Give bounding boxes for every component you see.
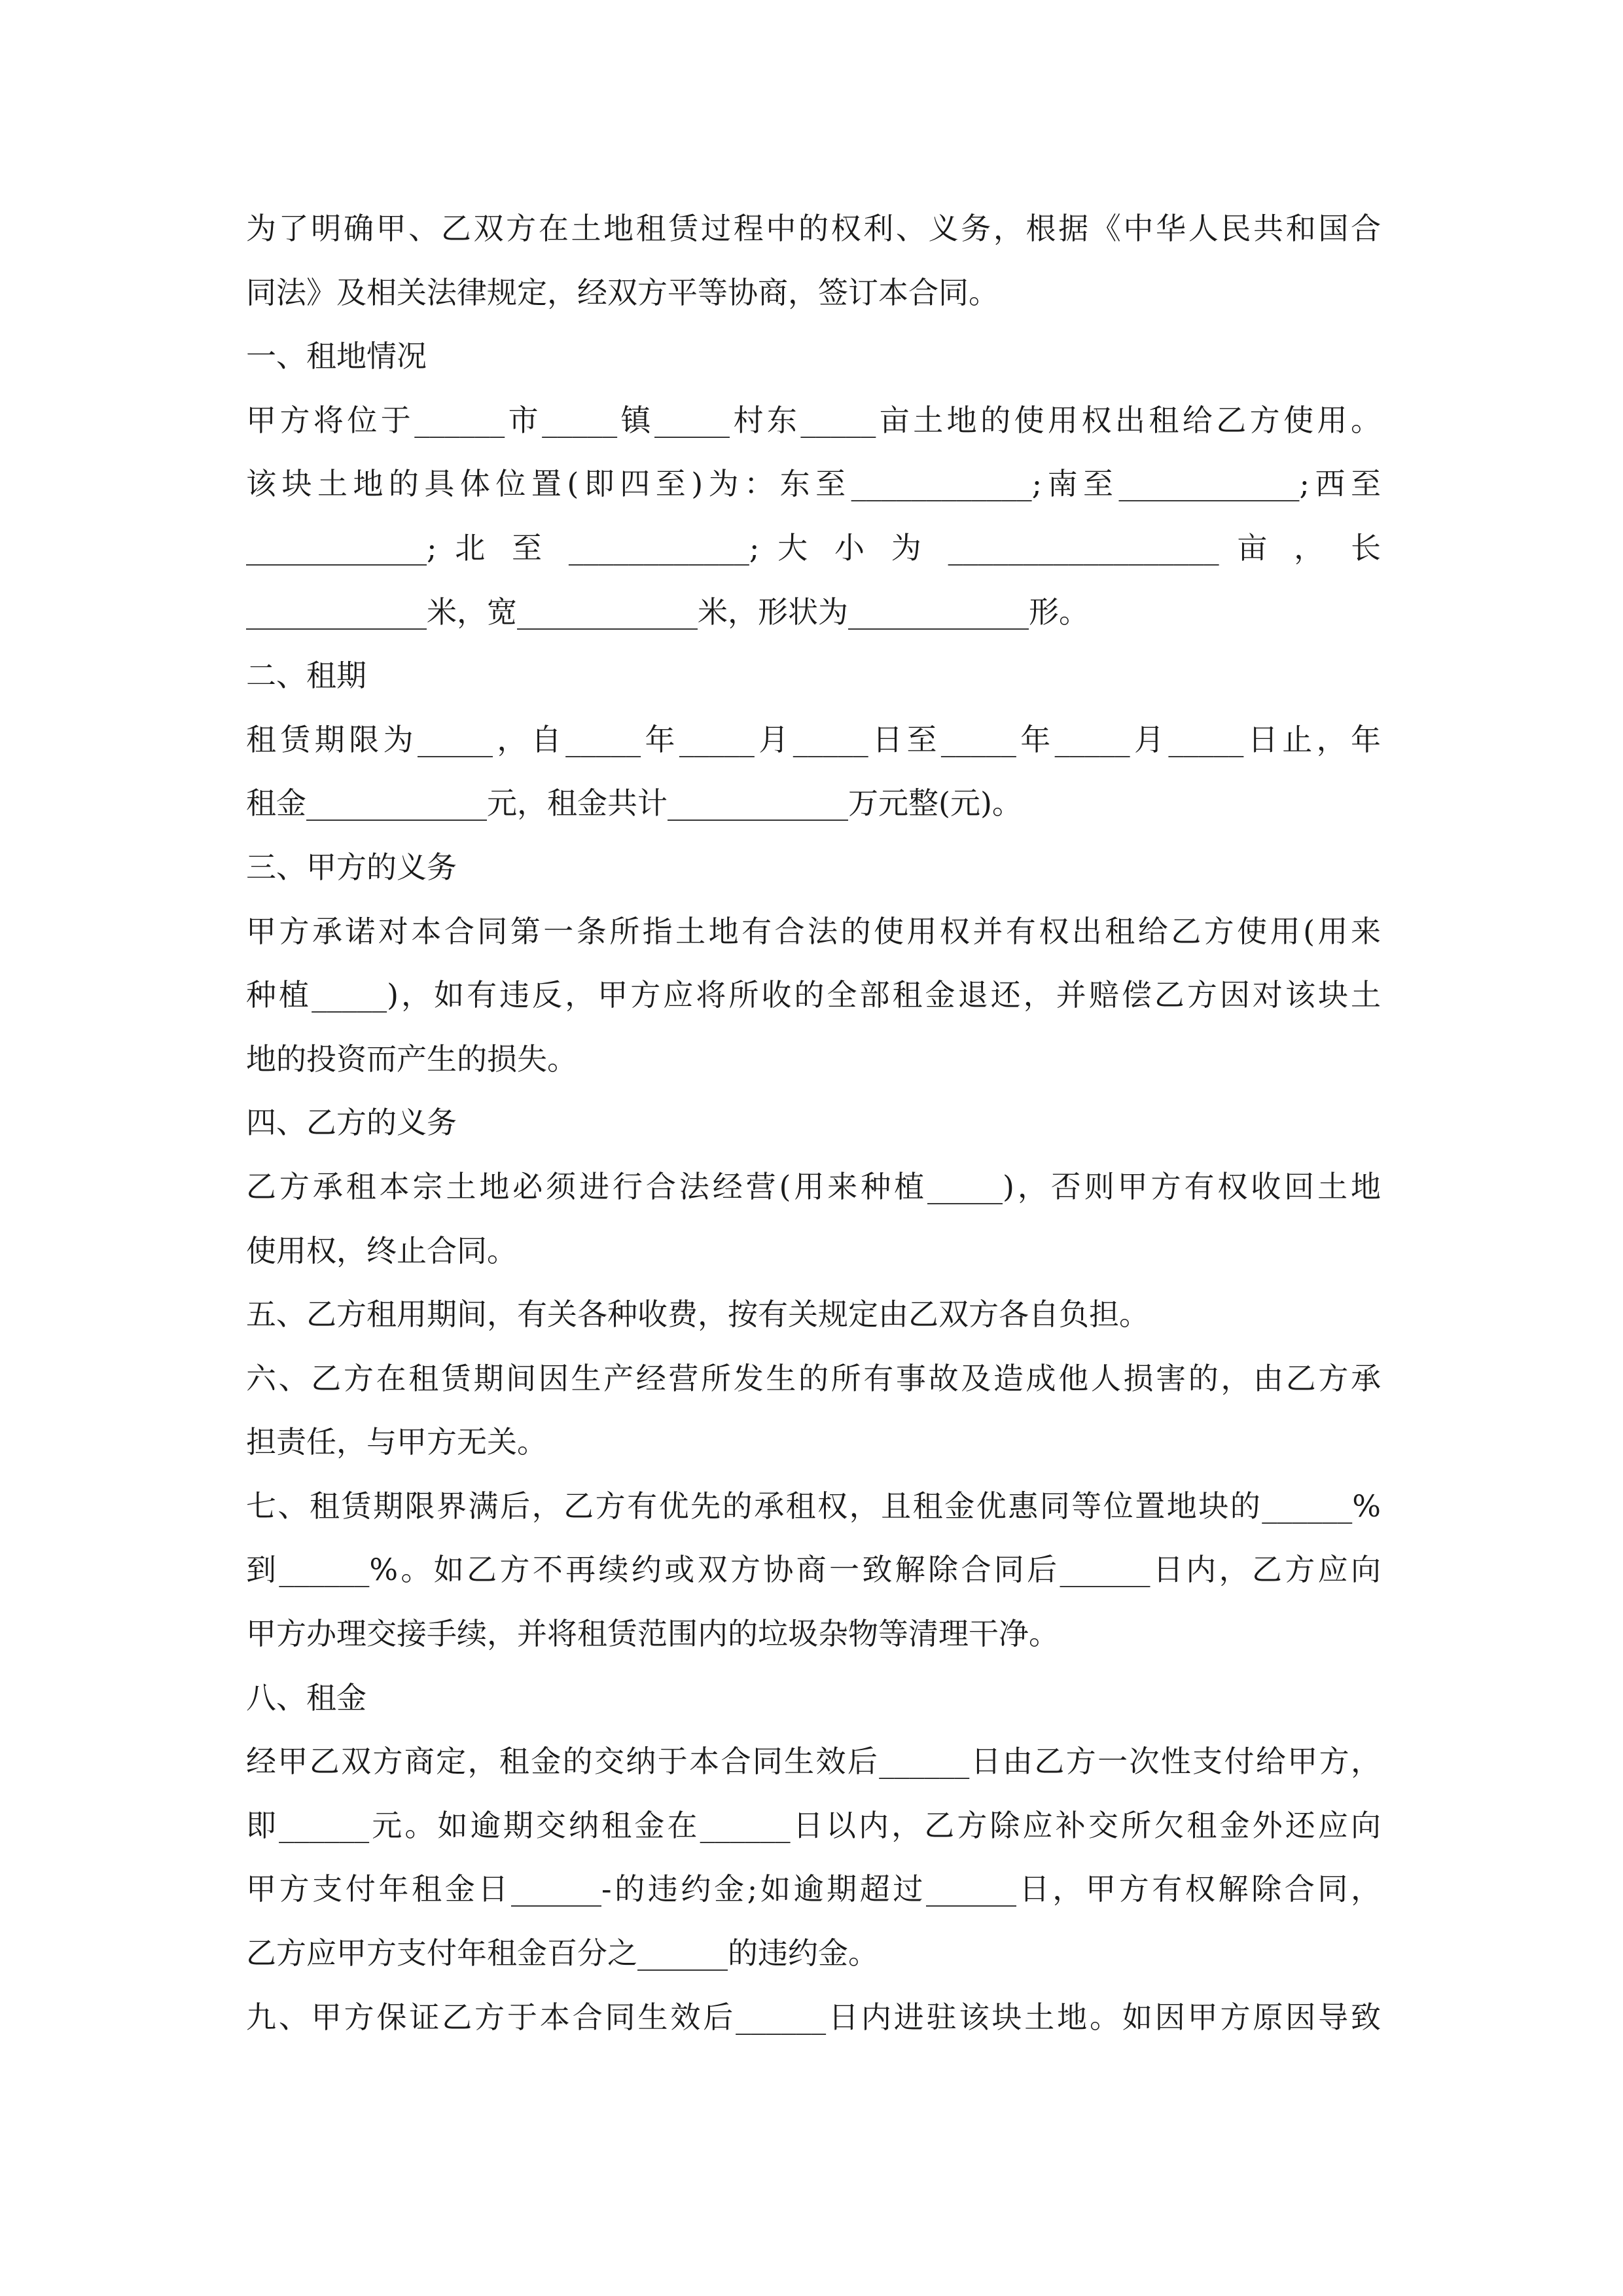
paragraph-line: 甲方支付年租金日______-的违约金;如逾期超过______日，甲方有权解除合同，	[246, 1871, 1381, 1907]
section-heading: 三、甲方的义务	[246, 849, 457, 885]
paragraph-line: 该块土地的具体位置(即四至)为：东至____________;南至____________;西至	[246, 466, 1381, 502]
paragraph-line: 乙方承租本宗土地必须进行合法经营(用来种植_____)，否则甲方有权收回土地	[246, 1168, 1381, 1204]
paragraph-line: 担责任，与甲方无关。	[246, 1424, 547, 1460]
paragraph-line: 经甲乙双方商定，租金的交纳于本合同生效后______日由乙方一次性支付给甲方，	[246, 1744, 1381, 1780]
section-heading: 四、乙方的义务	[246, 1105, 457, 1141]
paragraph-line: 种植_____)，如有违反，甲方应将所收的全部租金退还，并赔偿乙方因对该块土	[246, 977, 1381, 1013]
paragraph-line: 同法》及相关法律规定，经双方平等协商，签订本合同。	[246, 274, 999, 310]
paragraph-line: 甲方办理交接手续，并将租赁范围内的垃圾杂物等清理干净。	[246, 1616, 1059, 1652]
paragraph-line: 使用权，终止合同。	[246, 1232, 517, 1268]
paragraph-line: 六、乙方在租赁期间因生产经营所发生的所有事故及造成他人损害的，由乙方承	[246, 1360, 1381, 1396]
paragraph-line: ____________; 北 至 ____________; 大 小 为 __________________ 亩 ， 长	[246, 529, 1381, 565]
paragraph-line: 租金____________元，租金共计____________万元整(元)。	[246, 785, 1022, 821]
paragraph-line: ____________米，宽____________米，形状为____________形。	[246, 594, 1089, 630]
section-heading: 二、租期	[246, 658, 366, 694]
paragraph-line: 租赁期限为_____，自_____年_____月_____日至_____年_____月_____日止，年	[246, 721, 1381, 757]
paragraph-line: 甲方将位于______市_____镇_____村东_____亩土地的使用权出租给乙方使用。	[246, 402, 1381, 438]
paragraph-line: 五、乙方租用期间，有关各种收费，按有关规定由乙双方各自负担。	[246, 1297, 1149, 1333]
paragraph-line: 九、甲方保证乙方于本合同生效后______日内进驻该块土地。如因甲方原因导致	[246, 1999, 1381, 2035]
document-body	[246, 197, 1381, 2049]
section-heading: 一、租地情况	[246, 338, 427, 374]
paragraph-line: 为了明确甲、乙双方在土地租赁过程中的权利、义务，根据《中华人民共和国合	[246, 211, 1381, 246]
paragraph-line: 到______%。如乙方不再续约或双方协商一致解除合同后______日内，乙方应向	[246, 1552, 1381, 1588]
paragraph-line: 即______元。如逾期交纳租金在______日以内，乙方除应补交所欠租金外还应向	[246, 1807, 1381, 1843]
paragraph-line: 地的投资而产生的损失。	[246, 1041, 577, 1077]
section-heading: 八、租金	[246, 1679, 366, 1715]
paragraph-line: 七、租赁期限界满后，乙方有优先的承租权，且租金优惠同等位置地块的______%	[246, 1488, 1381, 1524]
paragraph-line: 甲方承诺对本合同第一条所指土地有合法的使用权并有权出租给乙方使用(用来	[246, 913, 1381, 949]
paragraph-line: 乙方应甲方支付年租金百分之______的违约金。	[246, 1935, 878, 1971]
